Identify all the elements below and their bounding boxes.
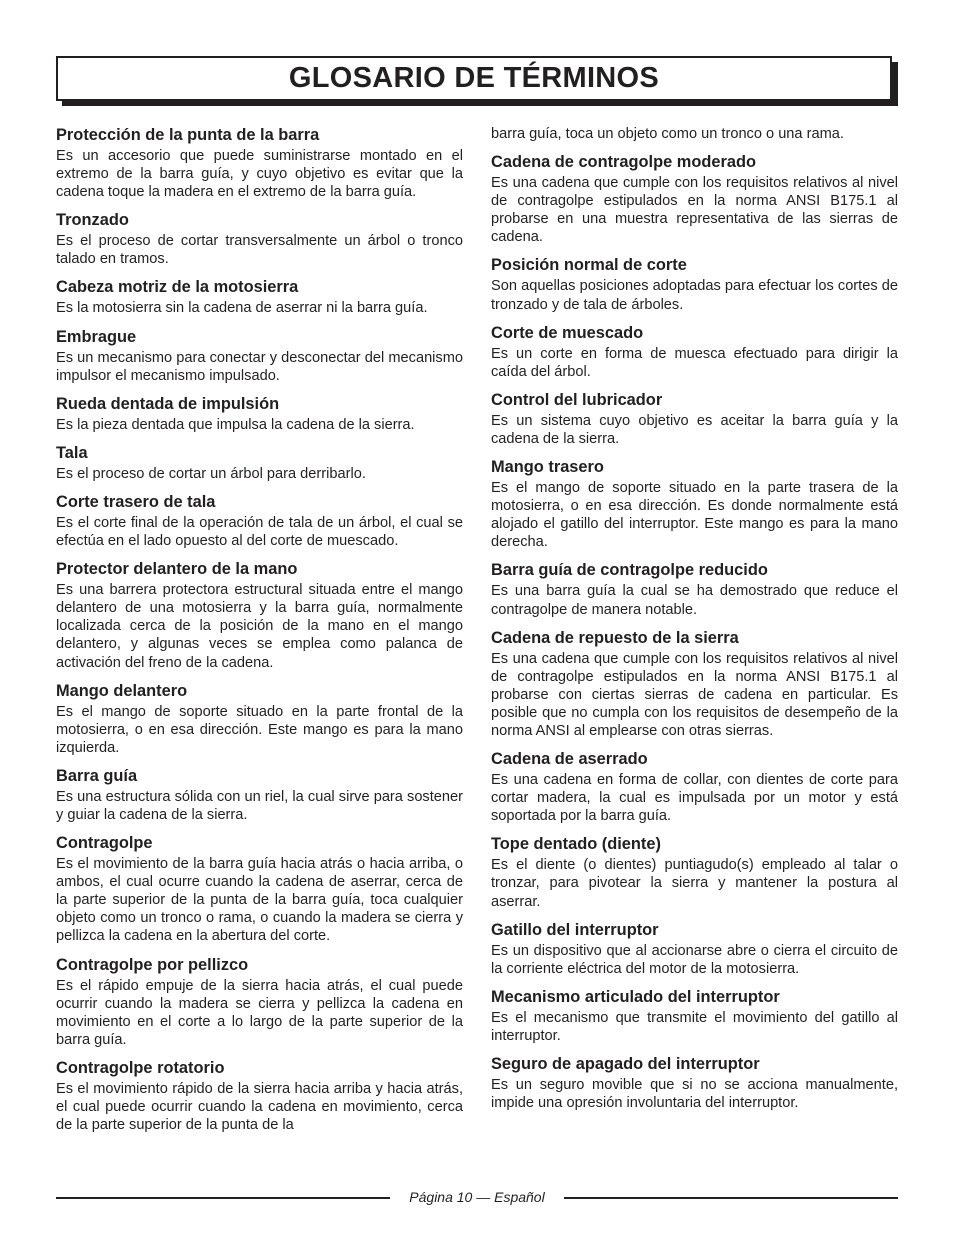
glossary-definition: Es un dispositivo que al accionarse abre o cierra el circuito de la corriente eléctrica del motor de la motosierra. — [491, 942, 898, 977]
glossary-entry — [56, 444, 463, 483]
glossary-term: Seguro de apagado del interruptor — [491, 1055, 760, 1073]
glossary-term: Cadena de contragolpe moderado — [491, 153, 757, 172]
glossary-term: Tope dentado (diente) — [491, 835, 661, 854]
glossary-term: Contragolpe por pellizco — [56, 955, 249, 974]
glossary-term: Mango trasero — [491, 458, 604, 477]
glossary-entry — [56, 278, 463, 317]
glossary-term: Posición normal de corte — [491, 256, 687, 275]
glossary-entry — [491, 391, 898, 448]
glossary-entry — [56, 767, 463, 824]
glossary-definition: Es un seguro movible que si no se acciona manualmente, impide una opresión involuntaria del interruptor. — [491, 1077, 898, 1112]
glossary-term: Cabeza motriz de la motosierra — [56, 278, 299, 297]
glossary-term: Control del lubricador — [491, 390, 663, 409]
glossary-term: Protección de la punta de la barra — [56, 126, 320, 144]
glossary-definition: Es una cadena que cumple con los requisitos relativos al nivel de contragolpe estipulados en la norma ANSI B175.1 al probarse en una muestra representativa de las sierras de cadena. — [491, 175, 898, 246]
glossary-term: Cadena de repuesto de la sierra — [491, 628, 739, 647]
title-box — [56, 56, 892, 101]
glossary-term: Mecanismo articulado del interruptor — [491, 987, 780, 1006]
glossary-entry — [491, 458, 898, 551]
glossary-entry — [56, 956, 463, 1049]
continuation-text: barra guía, toca un objeto como un tronco o una rama. — [491, 126, 844, 142]
page-title: GLOSARIO DE TÉRMINOS — [288, 62, 660, 94]
glossary-entry — [56, 395, 463, 434]
glossary-definition: Es el mango de soporte situado en la parte frontal de la motosierra, o en esa dirección. Este mango es para la mano izquierda. — [56, 703, 463, 756]
glossary-term: Barra guía de contragolpe reducido — [491, 561, 768, 580]
glossary-definition: Es el mecanismo que transmite el movimiento del gatillo al interruptor. — [491, 1009, 898, 1044]
glossary-term: Embrague — [56, 327, 137, 346]
footer-page-label: Página 10 — Español — [409, 1189, 545, 1205]
glossary-definition: Es la pieza dentada que impulsa la cadena de la sierra. — [56, 416, 415, 433]
glossary-definition: Es una barra guía la cual se ha demostrado que reduce el contragolpe de manera notable. — [491, 583, 898, 618]
page-footer — [56, 1187, 898, 1207]
glossary-entry — [56, 328, 463, 385]
glossary-definition: Es el proceso de cortar un árbol para derribarlo. — [56, 465, 366, 482]
glossary-entry — [491, 835, 898, 910]
glossary-definition: Es el corte final de la operación de tala de un árbol, el cual se efectúa en el lado opuesto al del corte de muescado. — [56, 514, 463, 550]
glossary-entry — [56, 560, 463, 671]
glossary-entry — [491, 629, 898, 740]
glossary-definition: Es el movimiento rápido de la sierra hacia arriba y hacia atrás, el cual puede ocurrir cuando la cadena en movimiento, cerca de la parte superior de la punta de la — [56, 1080, 463, 1134]
glossary-entry — [56, 126, 463, 201]
glossary-term: Tala — [56, 443, 88, 462]
glossary-definition: Es una estructura sólida con un riel, la cual sirve para sostener y guiar la cadena de la sierra. — [56, 788, 463, 823]
glossary-definition: Son aquellas posiciones adoptadas para efectuar los cortes de tronzado y de tala de árboles. — [491, 278, 898, 313]
glossary-definition: Es una barrera protectora estructural situada entre el mango delantero de una motosierra y la barra guía, normalmente localizada cerca de la posición de la mano en el mango delantero, y algunas veces se emplea como palanca de activación del freno de la cadena. — [56, 582, 463, 671]
glossary-definition: Es el proceso de cortar transversalmente un árbol o tronco talado en tramos. — [56, 233, 463, 268]
glossary-definition: Es el diente (o dientes) puntiagudo(s) empleado al talar o tronzar, para pivotear la sierra y mantener la postura al aserrar. — [491, 857, 898, 910]
glossary-entry — [491, 561, 898, 618]
right-column — [491, 125, 898, 1122]
glossary-entry — [491, 750, 898, 825]
glossary-entry — [56, 682, 463, 757]
footer-rule-right — [564, 1197, 898, 1199]
glossary-entry — [56, 1059, 463, 1134]
left-column — [56, 126, 463, 1144]
footer-rule-left — [56, 1197, 390, 1199]
glossary-entry — [491, 153, 898, 246]
glossary-term: Corte de muescado — [491, 323, 644, 342]
glossary-term: Mango delantero — [56, 681, 188, 700]
glossary-entry — [56, 834, 463, 945]
glossary-term: Contragolpe rotatorio — [56, 1058, 225, 1077]
glossary-entry — [491, 1055, 898, 1112]
glossary-entry — [56, 493, 463, 550]
glossary-definition: Es el movimiento de la barra guía hacia atrás o hacia arriba, o ambos, el cual ocurre cuando la cadena de aserrar, cerca de la parte superior de la punta de la barra guía, toca cualquier objeto como un tronco o rama, o cuando la madera se cierra y pellizca la cadena en la abertura del corte. — [56, 856, 463, 945]
glossary-term: Corte trasero de tala — [56, 492, 216, 511]
glossary-term: Cadena de aserrado — [491, 750, 648, 769]
glossary-definition: Es un sistema cuyo objetivo es aceitar la barra guía y la cadena de la sierra. — [491, 412, 898, 447]
glossary-definition: Es el mango de soporte situado en la parte trasera de la motosierra, o en esa dirección. Es donde normalmente está alojado el gatillo del interruptor. Este mango es para la mano derecha. — [491, 480, 898, 551]
glossary-term: Protector delantero de la mano — [56, 560, 298, 579]
glossary-definition: Es la motosierra sin la cadena de aserrar ni la barra guía. — [56, 300, 428, 317]
glossary-entry — [491, 988, 898, 1045]
glossary-term: Tronzado — [56, 211, 129, 230]
glossary-entry — [491, 921, 898, 978]
glossary-definition: Es un mecanismo para conectar y desconectar del mecanismo impulsor el mecanismo impulsado. — [56, 349, 463, 384]
glossary-term: Gatillo del interruptor — [491, 920, 659, 939]
glossary-definition: Es el rápido empuje de la sierra hacia atrás, el cual puede ocurrir cuando la madera se cierra y pellizca la cadena en movimiento en el corte a lo largo de la parte superior de la barra guía. — [56, 977, 463, 1048]
glossary-term: Rueda dentada de impulsión — [56, 394, 280, 413]
glossary-term: Barra guía — [56, 766, 138, 785]
glossary-definition: Es una cadena en forma de collar, con dientes de corte para cortar madera, la cual es impulsada por un motor y está soportada por la barra guía. — [491, 772, 898, 825]
glossary-definition: Es un corte en forma de muesca efectuado para dirigir la caída del árbol. — [491, 345, 898, 380]
glossary-entry — [491, 324, 898, 381]
glossary-entry — [56, 211, 463, 268]
glossary-definition: Es un accesorio que puede suministrarse montado en el extremo de la barra guía, y cuyo objetivo es evitar que la cadena toque la madera en el extremo de la barra guía. — [56, 148, 463, 201]
glossary-term: Contragolpe — [56, 834, 153, 853]
glossary-entry — [491, 256, 898, 313]
glossary-definition: Es una cadena que cumple con los requisitos relativos al nivel de contragolpe estipulados en la norma ANSI B175.1 al probarse con ciertas sierras de cadena en particular. Es posible que no cumpla con los requisitos de desempeño de la norma ANSI al emplearse con otras sierras. — [491, 650, 898, 739]
